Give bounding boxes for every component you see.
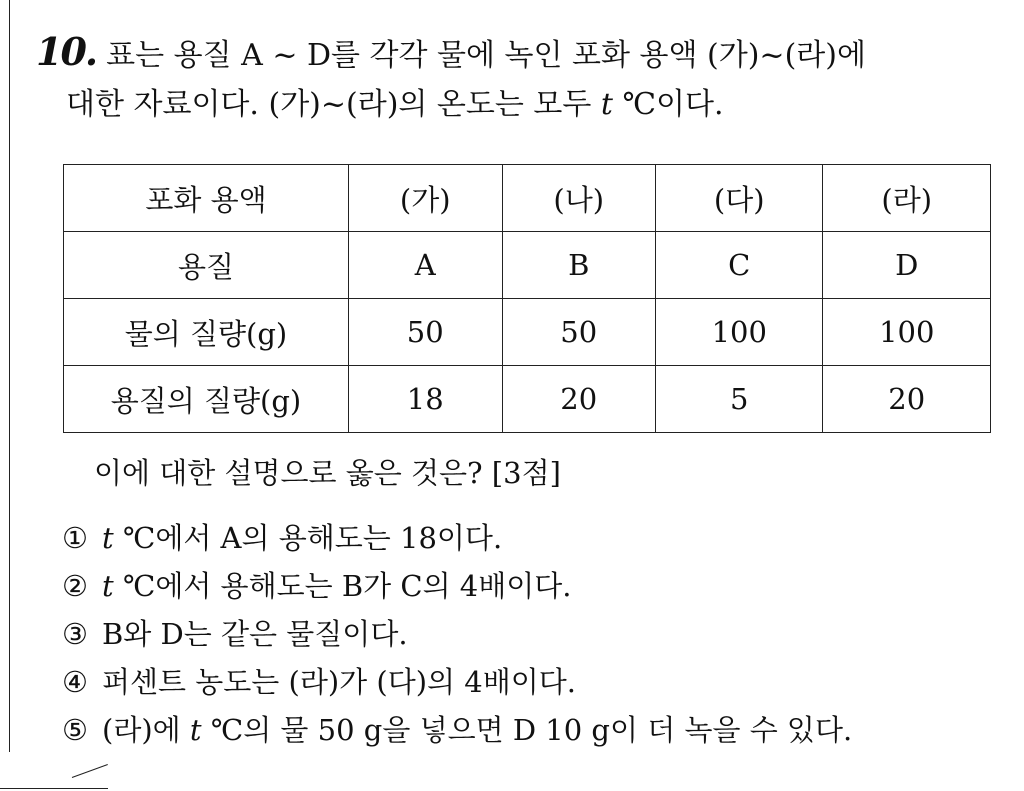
temperature-variable: t xyxy=(102,569,114,603)
table-header-row xyxy=(64,165,991,232)
option-text: ℃의 물 50 g을 넣으면 D 10 g이 더 녹을 수 있다. xyxy=(201,713,853,747)
table-cell: 용질 xyxy=(64,232,349,299)
left-margin-rule xyxy=(9,0,10,752)
table-header-cell: (가) xyxy=(349,165,503,232)
question-number: 10. xyxy=(36,29,97,74)
answer-option-3[interactable] xyxy=(62,610,852,658)
table-cell: 20 xyxy=(502,366,656,433)
option-text: 퍼센트 농도는 (라)가 (다)의 4배이다. xyxy=(102,665,576,699)
table-cell: 20 xyxy=(823,366,991,433)
option-mark: ⑤ xyxy=(62,713,88,747)
corner-diagonal-rule xyxy=(72,764,108,778)
table-header-cell: (다) xyxy=(656,165,823,232)
answer-options xyxy=(62,514,852,754)
table-cell: D xyxy=(823,232,991,299)
question-line-1 xyxy=(36,29,866,76)
option-mark: ② xyxy=(62,569,88,603)
question-line-2 xyxy=(66,85,724,125)
table-cell: 50 xyxy=(349,299,503,366)
table-cell: 100 xyxy=(823,299,991,366)
answer-option-1[interactable] xyxy=(62,514,852,562)
temperature-variable: t xyxy=(189,713,202,747)
table-cell: A xyxy=(349,232,503,299)
table-cell: B xyxy=(502,232,656,299)
table-cell: C xyxy=(656,232,823,299)
table-row-water-mass xyxy=(64,299,991,366)
question-text-2-pre: 대한 자료이다. (가)~(라)의 온도는 모두 xyxy=(66,87,601,122)
table-cell: 100 xyxy=(656,299,823,366)
table-cell: 50 xyxy=(502,299,656,366)
answer-option-2[interactable] xyxy=(62,562,852,610)
question-text-2-post: ℃이다. xyxy=(612,87,724,122)
corner-rule xyxy=(0,788,108,789)
table-header-cell: 포화 용액 xyxy=(64,165,349,232)
table-cell: 물의 질량(g) xyxy=(64,299,349,366)
option-text: ℃에서 A의 용해도는 18이다. xyxy=(113,521,503,555)
question-prompt: 이에 대한 설명으로 옳은 것은? [3점] xyxy=(94,456,561,490)
answer-option-4[interactable] xyxy=(62,658,852,706)
option-text-pre: (라)에 xyxy=(102,713,190,747)
temperature-variable: t xyxy=(102,521,114,555)
answer-option-5[interactable] xyxy=(62,706,852,754)
temperature-variable: t xyxy=(600,87,613,122)
table-header-cell: (나) xyxy=(502,165,656,232)
option-mark: ④ xyxy=(62,665,88,699)
table-header-cell: (라) xyxy=(823,165,991,232)
question-text-1: 표는 용질 A ~ D를 각각 물에 녹인 포화 용액 (가)~(라)에 xyxy=(106,38,866,73)
table-row-solute xyxy=(64,232,991,299)
option-text: ℃에서 용해도는 B가 C의 4배이다. xyxy=(113,569,572,603)
table-row-solute-mass xyxy=(64,366,991,433)
option-text: B와 D는 같은 물질이다. xyxy=(102,617,408,651)
table-cell: 18 xyxy=(349,366,503,433)
table-cell: 5 xyxy=(656,366,823,433)
option-mark: ③ xyxy=(62,617,88,651)
table-cell: 용질의 질량(g) xyxy=(64,366,349,433)
solution-data-table xyxy=(63,164,991,433)
option-mark: ① xyxy=(62,521,88,555)
